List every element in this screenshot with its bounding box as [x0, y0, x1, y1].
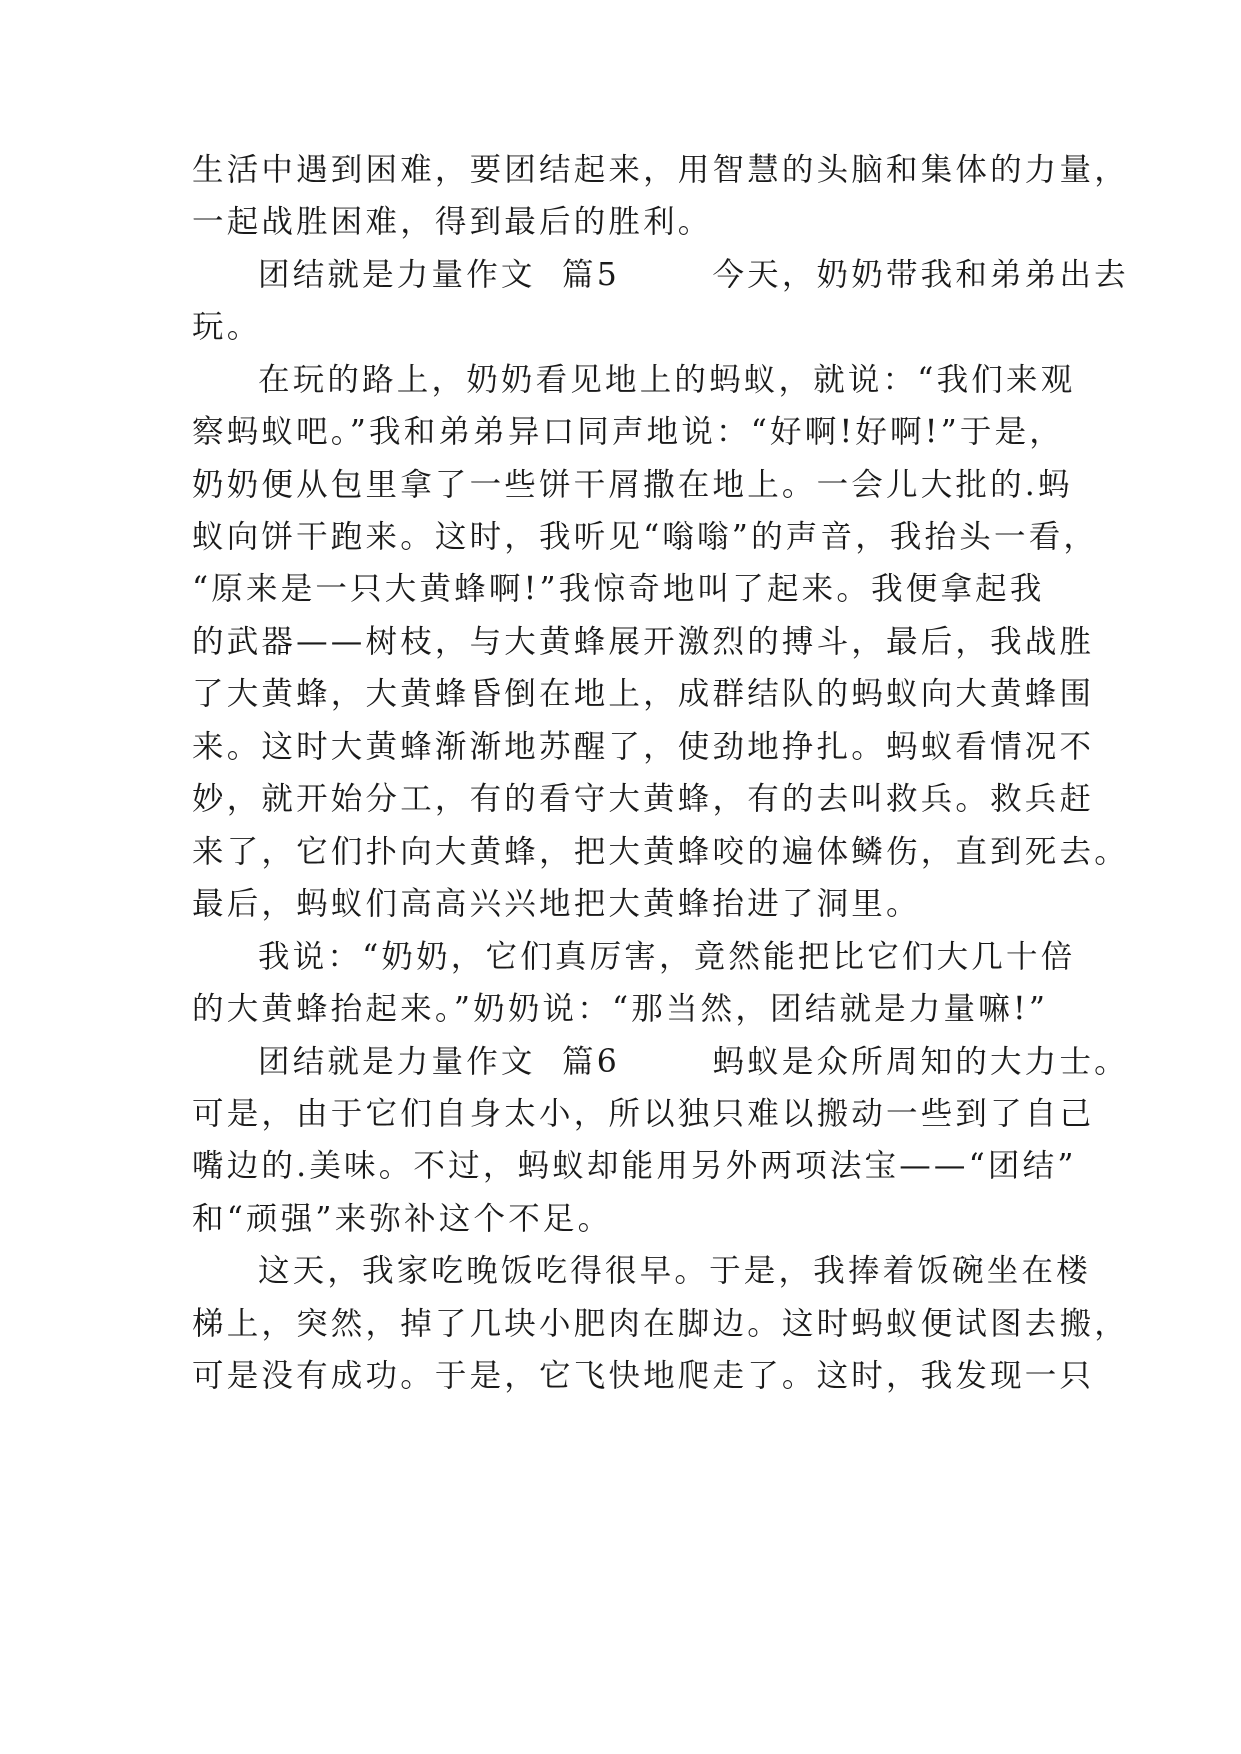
paragraph-start-line: 在玩的路上，奶奶看见地上的蚂蚁，就说：“我们来观 [258, 362, 1076, 398]
text-line: 和“顽强”来弥补这个不足。 [192, 1201, 613, 1237]
text-line: 梯上，突然，掉了几块小肥肉在脚边。这时蚂蚁便试图去搬， [192, 1306, 1129, 1342]
text-line: 嘴边的.美味。不过，蚂蚁却能用另外两项法宝——“团结” [192, 1148, 1077, 1184]
text-line: 察蚂蚁吧。”我和弟弟异口同声地说：“好啊!好啊!”于是， [192, 414, 1064, 450]
text-line: 生活中遇到困难，要团结起来，用智慧的头脑和集体的力量， [192, 152, 1129, 188]
text-line: 来。这时大黄蜂渐渐地苏醒了，使劲地挣扎。蚂蚁看情况不 [192, 729, 1095, 765]
paragraph-start-line: 我说：“奶奶，它们真厉害，竟然能把比它们大几十倍 [258, 939, 1076, 975]
text-line: 可是，由于它们自身太小，所以独只难以搬动一些到了自己 [192, 1096, 1095, 1132]
text-line: 玩。 [192, 309, 262, 345]
paragraph-start-line: 这天，我家吃晚饭吃得很早。于是，我捧着饭碗坐在楼 [258, 1253, 1091, 1289]
text-line: 奶奶便从包里拿了一些饼干屑撒在地上。一会儿大批的.蚂 [192, 467, 1073, 503]
section-heading-line: 团结就是力量作文 篇5 今天，奶奶带我和弟弟出去 [258, 257, 1129, 293]
text-line: 的武器——树枝，与大黄蜂展开激烈的搏斗，最后，我战胜 [192, 624, 1095, 660]
section-heading-line: 团结就是力量作文 篇6 蚂蚁是众所周知的大力士。 [258, 1044, 1129, 1080]
text-line: 的大黄蜂抬起来。”奶奶说：“那当然，团结就是力量嘛!” [192, 991, 1049, 1027]
text-line: 蚁向饼干跑来。这时，我听见“嗡嗡”的声音，我抬头一看， [192, 519, 1099, 555]
text-line: 一起战胜困难，得到最后的胜利。 [192, 204, 713, 240]
text-line: 了大黄蜂，大黄蜂昏倒在地上，成群结队的蚂蚁向大黄蜂围 [192, 676, 1095, 712]
text-line: “原来是一只大黄蜂啊!”我惊奇地叫了起来。我便拿起我 [192, 571, 1045, 607]
text-line: 可是没有成功。于是，它飞快地爬走了。这时，我发现一只 [192, 1358, 1095, 1394]
text-line: 来了，它们扑向大黄蜂，把大黄蜂咬的遍体鳞伤，直到死去。 [192, 834, 1129, 870]
text-line: 最后，蚂蚁们高高兴兴地把大黄蜂抬进了洞里。 [192, 886, 921, 922]
text-line: 妙，就开始分工，有的看守大黄蜂，有的去叫救兵。救兵赶 [192, 781, 1095, 817]
